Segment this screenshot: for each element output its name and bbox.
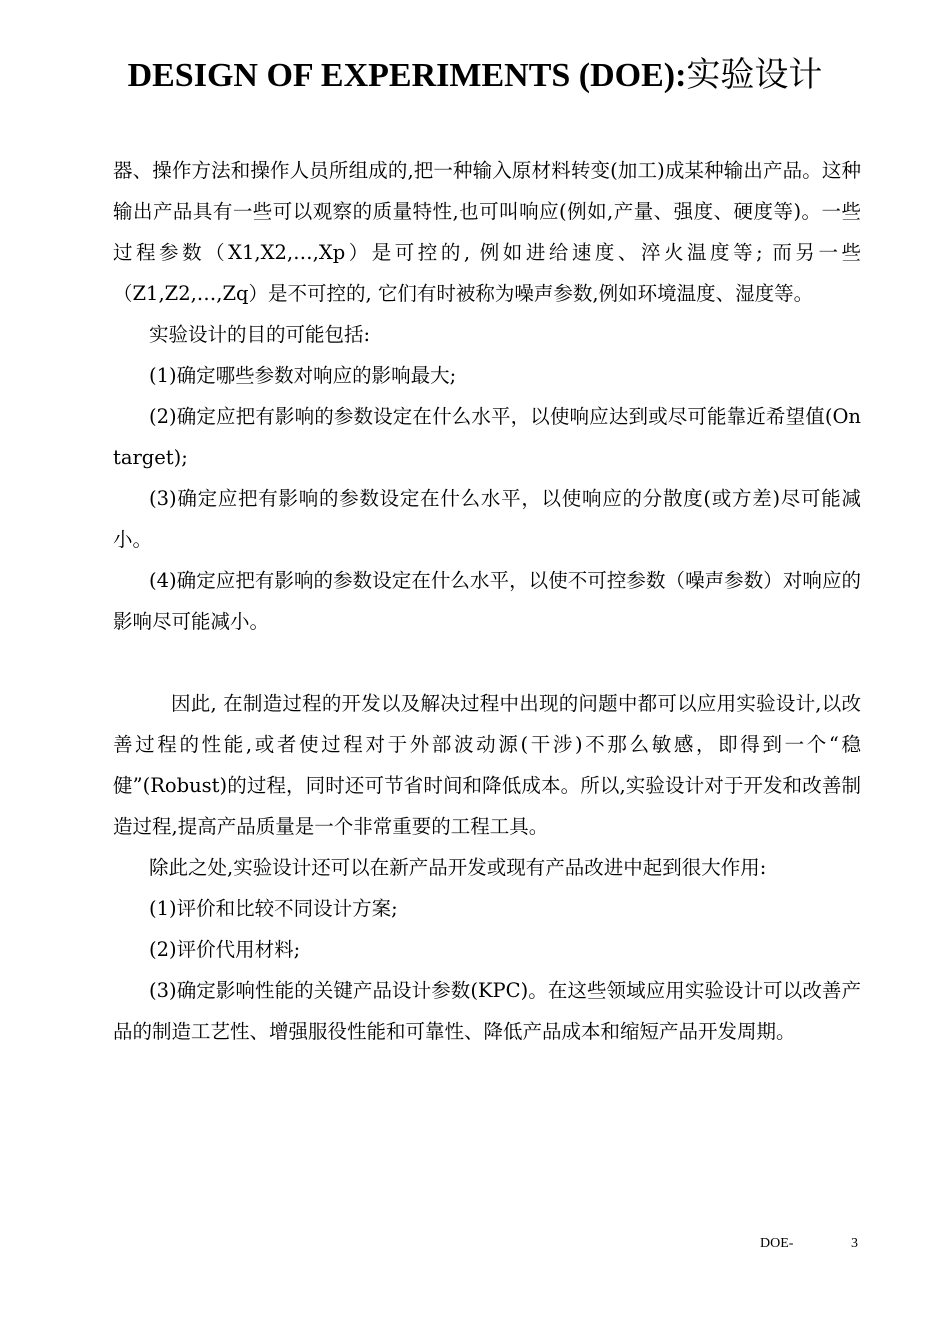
- title-chinese: 实验设计: [686, 57, 823, 94]
- application-item-1: (1)评价和比较不同设计方案;: [149, 897, 398, 920]
- paragraph-spacer: [113, 642, 861, 683]
- objective-item-3: (3)确定应把有影响的参数设定在什么水平，以使响应的分散度(或方差)尽可能减小。: [113, 487, 861, 551]
- application-item-3: (3)确定影响性能的关键产品设计参数(KPC)。在这些领域应用实验设计可以改善产品的制造工艺性、增强服役性能和可靠性、降低产品成本和缩短产品开发周期。: [113, 979, 861, 1043]
- page-footer: [760, 1236, 858, 1252]
- paragraph-applications-intro: 除此之处,实验设计还可以在新产品开发或现有产品改进中起到很大作用:: [149, 856, 767, 879]
- page-number: 3: [851, 1236, 858, 1251]
- document-body: [113, 150, 861, 1052]
- footer-label: DOE-: [760, 1236, 794, 1251]
- application-item-2: (2)评价代用材料;: [149, 938, 301, 961]
- objective-item-2: (2)确定应把有影响的参数设定在什么水平，以使响应达到或尽可能靠近希望值(On target);: [113, 405, 861, 469]
- paragraph-conclusion: 因此, 在制造过程的开发以及解决过程中出现的问题中都可以应用实验设计,以改善过程的性能,或者使过程对于外部波动源(干涉)不那么敏感，即得到一个“稳健”(Robust)的过程，同时还可节省时间和降低成本。所以,实验设计对于开发和改善制造过程,提高产品质量是一个非常重要的工程工具。: [113, 692, 861, 838]
- paragraph-process-description: 器、操作方法和操作人员所组成的,把一种输入原材料转变(加工)成某种输出产品。这种输出产品具有一些可以观察的质量特性,也可叫响应(例如,产量、强度、硬度等)。一些过程参数（X1,X2,…,Xp）是可控的, 例如进给速度、淬火温度等; 而另一些（Z1,Z2,…,Zq）是不可控的, 它们有时被称为噪声参数,例如环境温度、湿度等。: [113, 159, 861, 305]
- objective-item-1: (1)确定哪些参数对响应的影响最大;: [149, 364, 457, 387]
- objective-item-4: (4)确定应把有影响的参数设定在什么水平，以使不可控参数（噪声参数）对响应的影响尽可能减小。: [113, 569, 861, 633]
- paragraph-objectives-intro: 实验设计的目的可能包括:: [149, 323, 371, 346]
- page-title: [0, 52, 950, 100]
- title-english: DESIGN OF EXPERIMENTS (DOE):: [127, 57, 687, 94]
